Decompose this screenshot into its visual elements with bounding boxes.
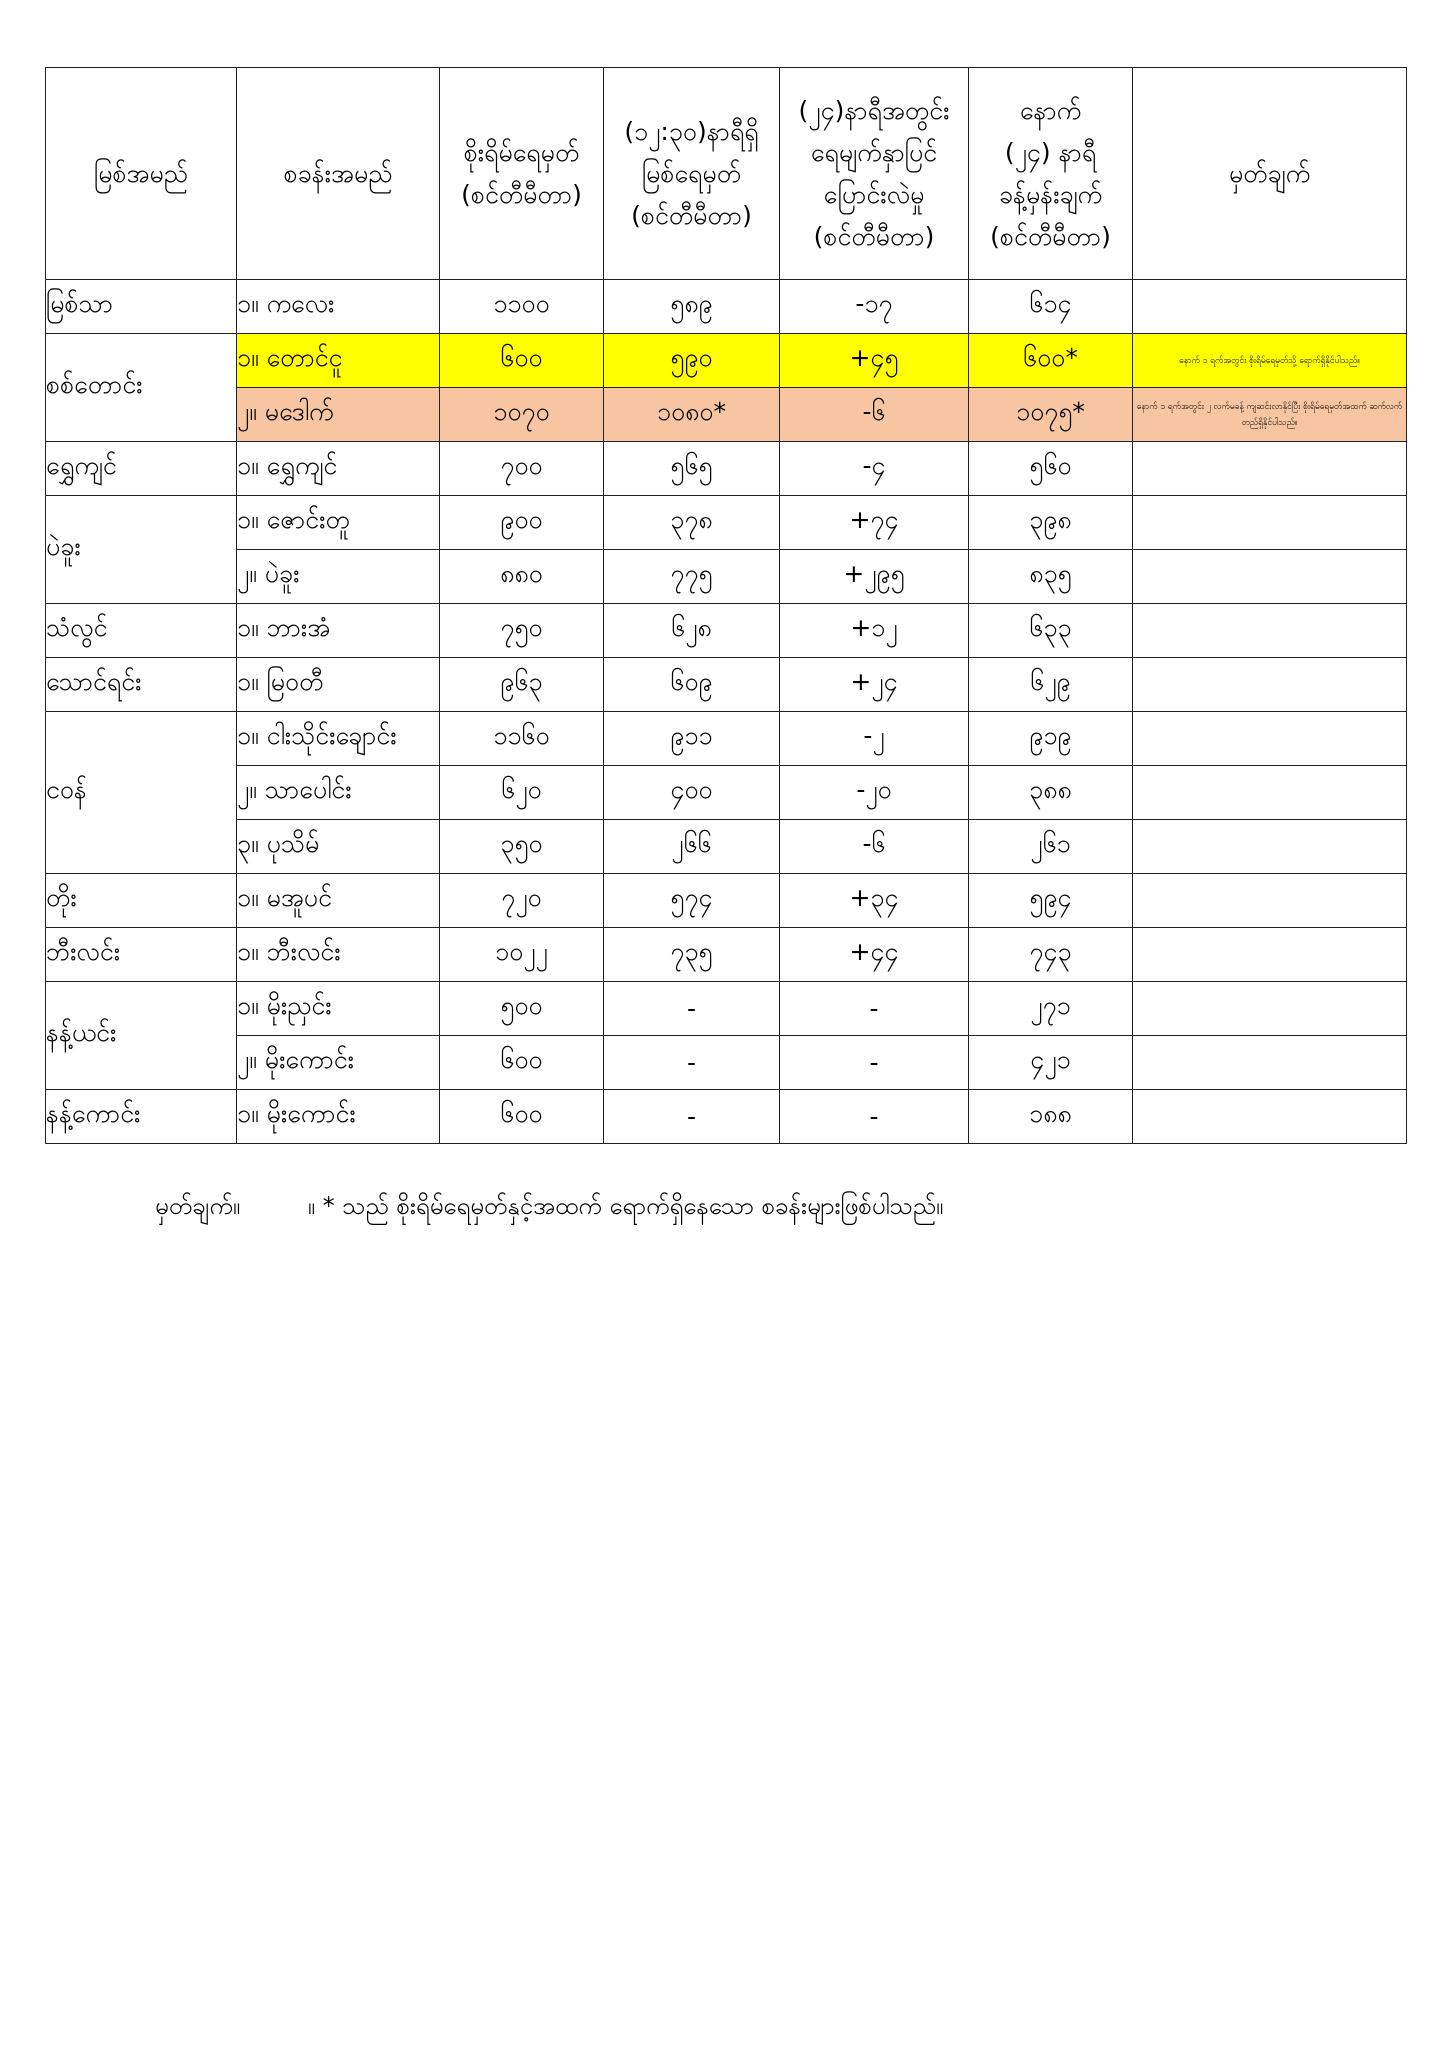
remark-cell [1133, 1036, 1407, 1090]
river-name-cell: သောင်ရင်း [46, 658, 237, 712]
header-row [46, 68, 1407, 280]
remark-cell [1133, 442, 1407, 496]
station-name-cell: ၁။ ကလေး [237, 280, 440, 334]
table-row [46, 388, 1407, 442]
level-change-cell: +၃၄ [780, 874, 969, 928]
current-level-cell: ၅၇၄ [604, 874, 780, 928]
danger-level-cell: ၇၅၀ [440, 604, 604, 658]
header-24h-change: (၂၄)နာရီအတွင်း ရေမျက်နှာပြင် ပြောင်းလဲမှု (စင်တီမီတာ) [780, 68, 969, 280]
level-change-cell: - [780, 982, 969, 1036]
river-name-cell: ပဲခူး [46, 496, 237, 604]
table-row [46, 766, 1407, 820]
header-remark: မှတ်ချက် [1133, 68, 1407, 280]
station-name-cell: ၂။ ပဲခူး [237, 550, 440, 604]
station-name-cell: ၁။ မြဝတီ [237, 658, 440, 712]
level-change-cell: +၄၄ [780, 928, 969, 982]
forecast-cell: ၆၁၄ [969, 280, 1133, 334]
table-row [46, 496, 1407, 550]
forecast-cell: ၃၈၈ [969, 766, 1133, 820]
remark-cell [1133, 928, 1407, 982]
level-change-cell: +၂၄ [780, 658, 969, 712]
station-name-cell: ၁။ ဘီးလင်း [237, 928, 440, 982]
river-name-cell: သံလွင် [46, 604, 237, 658]
remark-cell [1133, 550, 1407, 604]
river-name-cell: ဘီးလင်း [46, 928, 237, 982]
forecast-cell: ၅၆၀ [969, 442, 1133, 496]
level-change-cell: +၇၄ [780, 496, 969, 550]
danger-level-cell: ၁၁၀၀ [440, 280, 604, 334]
level-change-cell: -၄ [780, 442, 969, 496]
station-name-cell: ၁။ ရွှေကျင် [237, 442, 440, 496]
table-row [46, 334, 1407, 388]
forecast-cell: ၃၉၈ [969, 496, 1133, 550]
forecast-cell: ၆၀၀* [969, 334, 1133, 388]
forecast-cell: ၆၃၃ [969, 604, 1133, 658]
forecast-cell: ၈၃၅ [969, 550, 1133, 604]
river-name-cell: တိုး [46, 874, 237, 928]
station-name-cell: ၁။ ငါးသိုင်းချောင်း [237, 712, 440, 766]
level-change-cell: +၂၉၅ [780, 550, 969, 604]
river-name-cell: မြစ်သာ [46, 280, 237, 334]
table-row [46, 820, 1407, 874]
current-level-cell: ၁၀၈၀* [604, 388, 780, 442]
footnote [155, 1190, 943, 1226]
remark-cell [1133, 604, 1407, 658]
table-row [46, 1036, 1407, 1090]
current-level-cell: - [604, 1090, 780, 1144]
station-name-cell: ၂။ မိုးကောင်း [237, 1036, 440, 1090]
header-station: စခန်းအမည် [237, 68, 440, 280]
danger-level-cell: ၁၁၆၀ [440, 712, 604, 766]
remark-cell [1133, 874, 1407, 928]
danger-level-cell: ၉၆၃ [440, 658, 604, 712]
forecast-cell: ၄၂၁ [969, 1036, 1133, 1090]
remark-cell [1133, 712, 1407, 766]
station-name-cell: ၁။ တောင်ငူ [237, 334, 440, 388]
level-change-cell: +၁၂ [780, 604, 969, 658]
river-name-cell: စစ်တောင်း [46, 334, 237, 442]
table-row [46, 1090, 1407, 1144]
current-level-cell: ၅၉၀ [604, 334, 780, 388]
danger-level-cell: ၆၀၀ [440, 1036, 604, 1090]
level-change-cell: -၁၇ [780, 280, 969, 334]
current-level-cell: ၇၃၅ [604, 928, 780, 982]
danger-level-cell: ၁၀၇၀ [440, 388, 604, 442]
forecast-cell: ၇၄၃ [969, 928, 1133, 982]
table-row [46, 550, 1407, 604]
table-row [46, 442, 1407, 496]
current-level-cell: ၃၇၈ [604, 496, 780, 550]
level-change-cell: - [780, 1090, 969, 1144]
forecast-cell: ၂၆၁ [969, 820, 1133, 874]
remark-cell [1133, 658, 1407, 712]
header-river: မြစ်အမည် [46, 68, 237, 280]
station-name-cell: ၁။ မိုးညှင်း [237, 982, 440, 1036]
danger-level-cell: ၃၅၀ [440, 820, 604, 874]
table-row [46, 658, 1407, 712]
remark-cell: နောက် ၁ ရက်အတွင်း ၂ လက်မခန့် ကျဆင်းလာနိုင်ပြီး စိုးရိမ်ရေမှတ်အထက် ဆက်လက်တည်ရှိနိုင်ပါသည်။ [1133, 388, 1407, 442]
forecast-cell: ၆၂၉ [969, 658, 1133, 712]
header-danger-level: စိုးရိမ်ရေမှတ် (စင်တီမီတာ) [440, 68, 604, 280]
danger-level-cell: ၇၂၀ [440, 874, 604, 928]
station-name-cell: ၂။ မဒေါက် [237, 388, 440, 442]
level-change-cell: -၂ [780, 712, 969, 766]
current-level-cell: ၆၀၉ [604, 658, 780, 712]
forecast-cell: ၉၁၉ [969, 712, 1133, 766]
current-level-cell: - [604, 982, 780, 1036]
header-current-level: (၁၂:၃၀)နာရီရှိ မြစ်ရေမှတ် (စင်တီမီတာ) [604, 68, 780, 280]
danger-level-cell: ၇၀၀ [440, 442, 604, 496]
station-name-cell: ၁။ ဇောင်းတူ [237, 496, 440, 550]
table-body [46, 280, 1407, 1144]
level-change-cell: +၄၅ [780, 334, 969, 388]
danger-level-cell: ၆၀၀ [440, 1090, 604, 1144]
remark-cell [1133, 766, 1407, 820]
remark-cell [1133, 820, 1407, 874]
current-level-cell: ၆၂၈ [604, 604, 780, 658]
level-change-cell: -၂၀ [780, 766, 969, 820]
forecast-cell: ၂၇၁ [969, 982, 1133, 1036]
station-name-cell: ၂။ သာပေါင်း [237, 766, 440, 820]
current-level-cell: ၇၇၅ [604, 550, 780, 604]
current-level-cell: - [604, 1036, 780, 1090]
current-level-cell: ၅၆၅ [604, 442, 780, 496]
footnote-text: ။ * သည် စိုးရိမ်ရေမှတ်နှင့်အထက် ရောက်ရှိနေသော စခန်းများဖြစ်ပါသည်။ [307, 1192, 944, 1220]
station-name-cell: ၁။ မိုးကောင်း [237, 1090, 440, 1144]
forecast-cell: ၁၈၈ [969, 1090, 1133, 1144]
remark-cell [1133, 1090, 1407, 1144]
danger-level-cell: ၅၀၀ [440, 982, 604, 1036]
table-row [46, 712, 1407, 766]
current-level-cell: ၅၈၉ [604, 280, 780, 334]
level-change-cell: - [780, 1036, 969, 1090]
danger-level-cell: ၆၀၀ [440, 334, 604, 388]
river-level-table [45, 67, 1407, 1144]
danger-level-cell: ၆၂၀ [440, 766, 604, 820]
table-row [46, 982, 1407, 1036]
level-change-cell: -၆ [780, 388, 969, 442]
river-name-cell: နန့်ယင်း [46, 982, 237, 1090]
current-level-cell: ၉၁၁ [604, 712, 780, 766]
danger-level-cell: ၉၀၀ [440, 496, 604, 550]
station-name-cell: ၃။ ပုသိမ် [237, 820, 440, 874]
footnote-label: မှတ်ချက်။ [155, 1192, 241, 1220]
remark-cell [1133, 280, 1407, 334]
table-row [46, 874, 1407, 928]
river-name-cell: ငဝန် [46, 712, 237, 874]
remark-cell [1133, 496, 1407, 550]
river-name-cell: ရွှေကျင် [46, 442, 237, 496]
danger-level-cell: ၈၈၀ [440, 550, 604, 604]
current-level-cell: ၂၆၆ [604, 820, 780, 874]
table-row [46, 604, 1407, 658]
table-row [46, 928, 1407, 982]
forecast-cell: ၅၉၄ [969, 874, 1133, 928]
river-level-report [45, 67, 1407, 1144]
river-name-cell: နန့်ကောင်း [46, 1090, 237, 1144]
remark-cell [1133, 982, 1407, 1036]
level-change-cell: -၆ [780, 820, 969, 874]
current-level-cell: ၄၀၀ [604, 766, 780, 820]
forecast-cell: ၁၀၇၅* [969, 388, 1133, 442]
station-name-cell: ၁။ ဘားအံ [237, 604, 440, 658]
danger-level-cell: ၁၀၂၂ [440, 928, 604, 982]
table-row [46, 280, 1407, 334]
header-forecast: နောက် (၂၄) နာရီ ခန့်မှန်းချက် (စင်တီမီတာ) [969, 68, 1133, 280]
station-name-cell: ၁။ မအူပင် [237, 874, 440, 928]
remark-cell: နောက် ၁ ရက်အတွင်း စိုးရိမ်ရေမှတ်သို့ ရောက်ရှိနိုင်ပါသည်။ [1133, 334, 1407, 388]
